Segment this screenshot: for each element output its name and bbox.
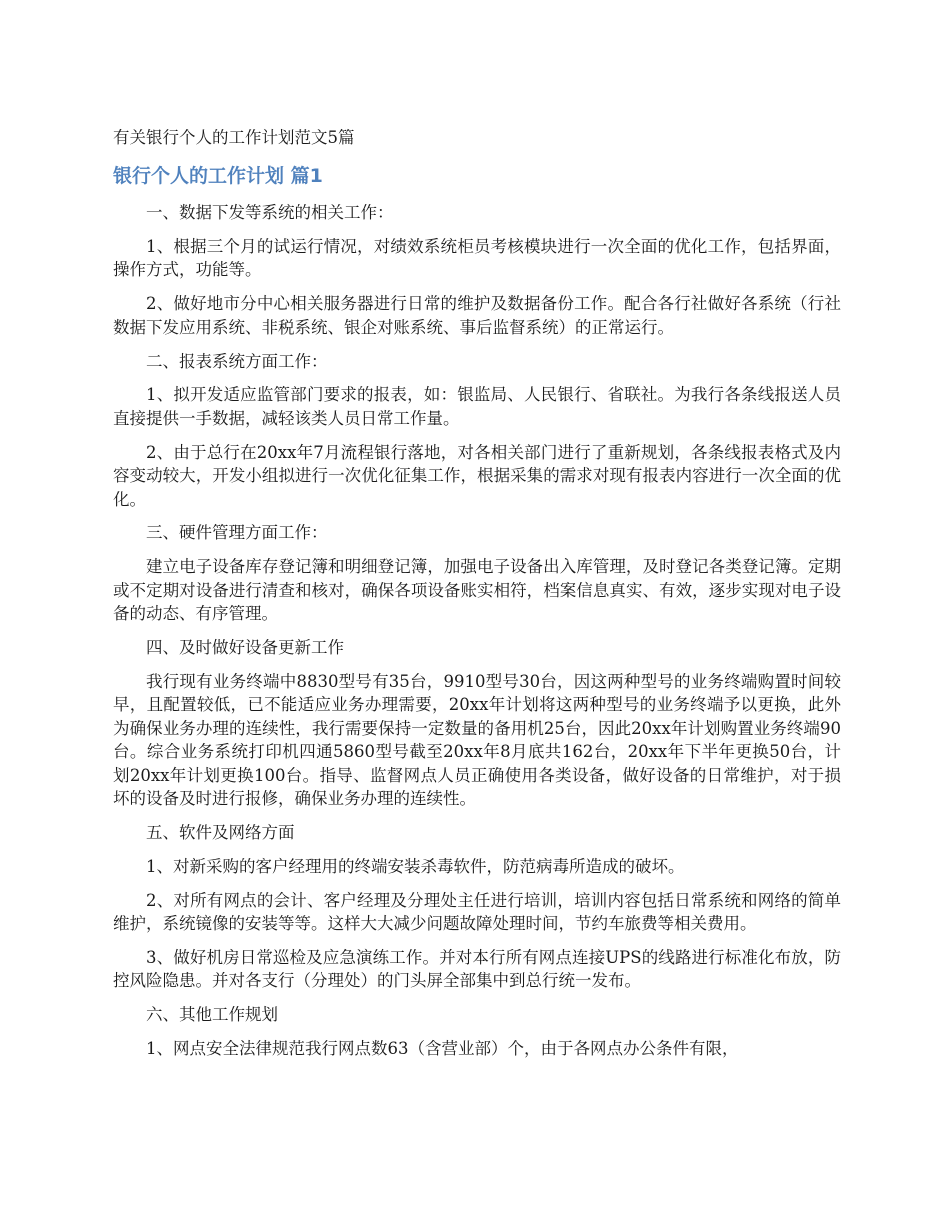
paragraph-10: 我行现有业务终端中8830型号有35台，9910型号30台，因这两种型号的业务终端购置时间较早，且配置较低，已不能适应业务办理需要，20xx年计划将这两种型号的业务终端予以更换，此外为确保业务办理的连续性，我行需要保持一定数量的备用机25台，因此20xx年计划购置业务终端90台。综合业务系统打印机四通5860型号截至20xx年8月底共162台，20xx年下半年更换50台，计划20xx年计划更换100台。指导、监督网点人员正确使用各类设备，做好设备的日常维护，对于损坏的设备及时进行报修，确保业务办理的连续性。 <box>113 672 841 809</box>
paragraph-12: 1、对新采购的客户经理用的终端安装杀毒软件，防范病毒所造成的破坏。 <box>146 856 685 876</box>
paragraph-7: 三、硬件管理方面工作： <box>146 523 328 543</box>
section-heading: 银行个人的工作计划 篇1 <box>113 165 323 187</box>
paragraph-14: 3、做好机房日常巡检及应急演练工作。并对本行所有网点连接UPS的线路进行标准化布放，防控风险隐患。并对各支行（分理处）的门头屏全部集中到总行统一发布。 <box>113 948 841 991</box>
document-title: 有关银行个人的工作计划范文5篇 <box>113 128 355 147</box>
paragraph-13: 2、对所有网点的会计、客户经理及分理处主任进行培训，培训内容包括日常系统和网络的简单维护，系统镜像的安装等等。这样大大减少问题故障处理时间，节约车旅费等相关费用。 <box>113 890 841 934</box>
paragraph-9: 四、及时做好设备更新工作 <box>146 638 344 658</box>
document-body <box>113 127 841 1071</box>
paragraph-5: 1、拟开发适应监管部门要求的报表，如：银监局、人民银行、省联社。为我行各条线报送人员直接提供一手数据，减轻该类人员日常工作量。 <box>113 385 841 428</box>
paragraph-3: 2、做好地市分中心相关服务器进行日常的维护及数据备份工作。配合各行社做好各系统（行社数据下发应用系统、非税系统、银企对账系统、事后监督系统）的正常运行。 <box>113 294 841 337</box>
paragraph-11: 五、软件及网络方面 <box>146 822 295 842</box>
paragraph-6: 2、由于总行在20xx年7月流程银行落地，对各相关部门进行了重新规划，各条线报表格式及内容变动较大，开发小组拟进行一次优化征集工作，根据采集的需求对现有报表内容进行一次全面的优化。 <box>113 442 841 509</box>
paragraph-2: 1、根据三个月的试运行情况，对绩效系统柜员考核模块进行一次全面的优化工作，包括界面，操作方式，功能等。 <box>113 236 841 280</box>
paragraph-1: 一、数据下发等系统的相关工作： <box>146 203 394 222</box>
paragraph-8: 建立电子设备库存登记簿和明细登记簿，加强电子设备出入库管理，及时登记各类登记簿。定期或不定期对设备进行清查和核对，确保各项设备账实相符，档案信息真实、有效，逐步实现对电子设备的动态、有序管理。 <box>113 557 841 624</box>
paragraph-16: 1、网点安全法律规范我行网点数63（含营业部）个，由于各网点办公条件有限， <box>146 1039 739 1059</box>
paragraph-15: 六、其他工作规划 <box>146 1005 278 1025</box>
paragraph-4: 二、报表系统方面工作： <box>146 351 328 371</box>
